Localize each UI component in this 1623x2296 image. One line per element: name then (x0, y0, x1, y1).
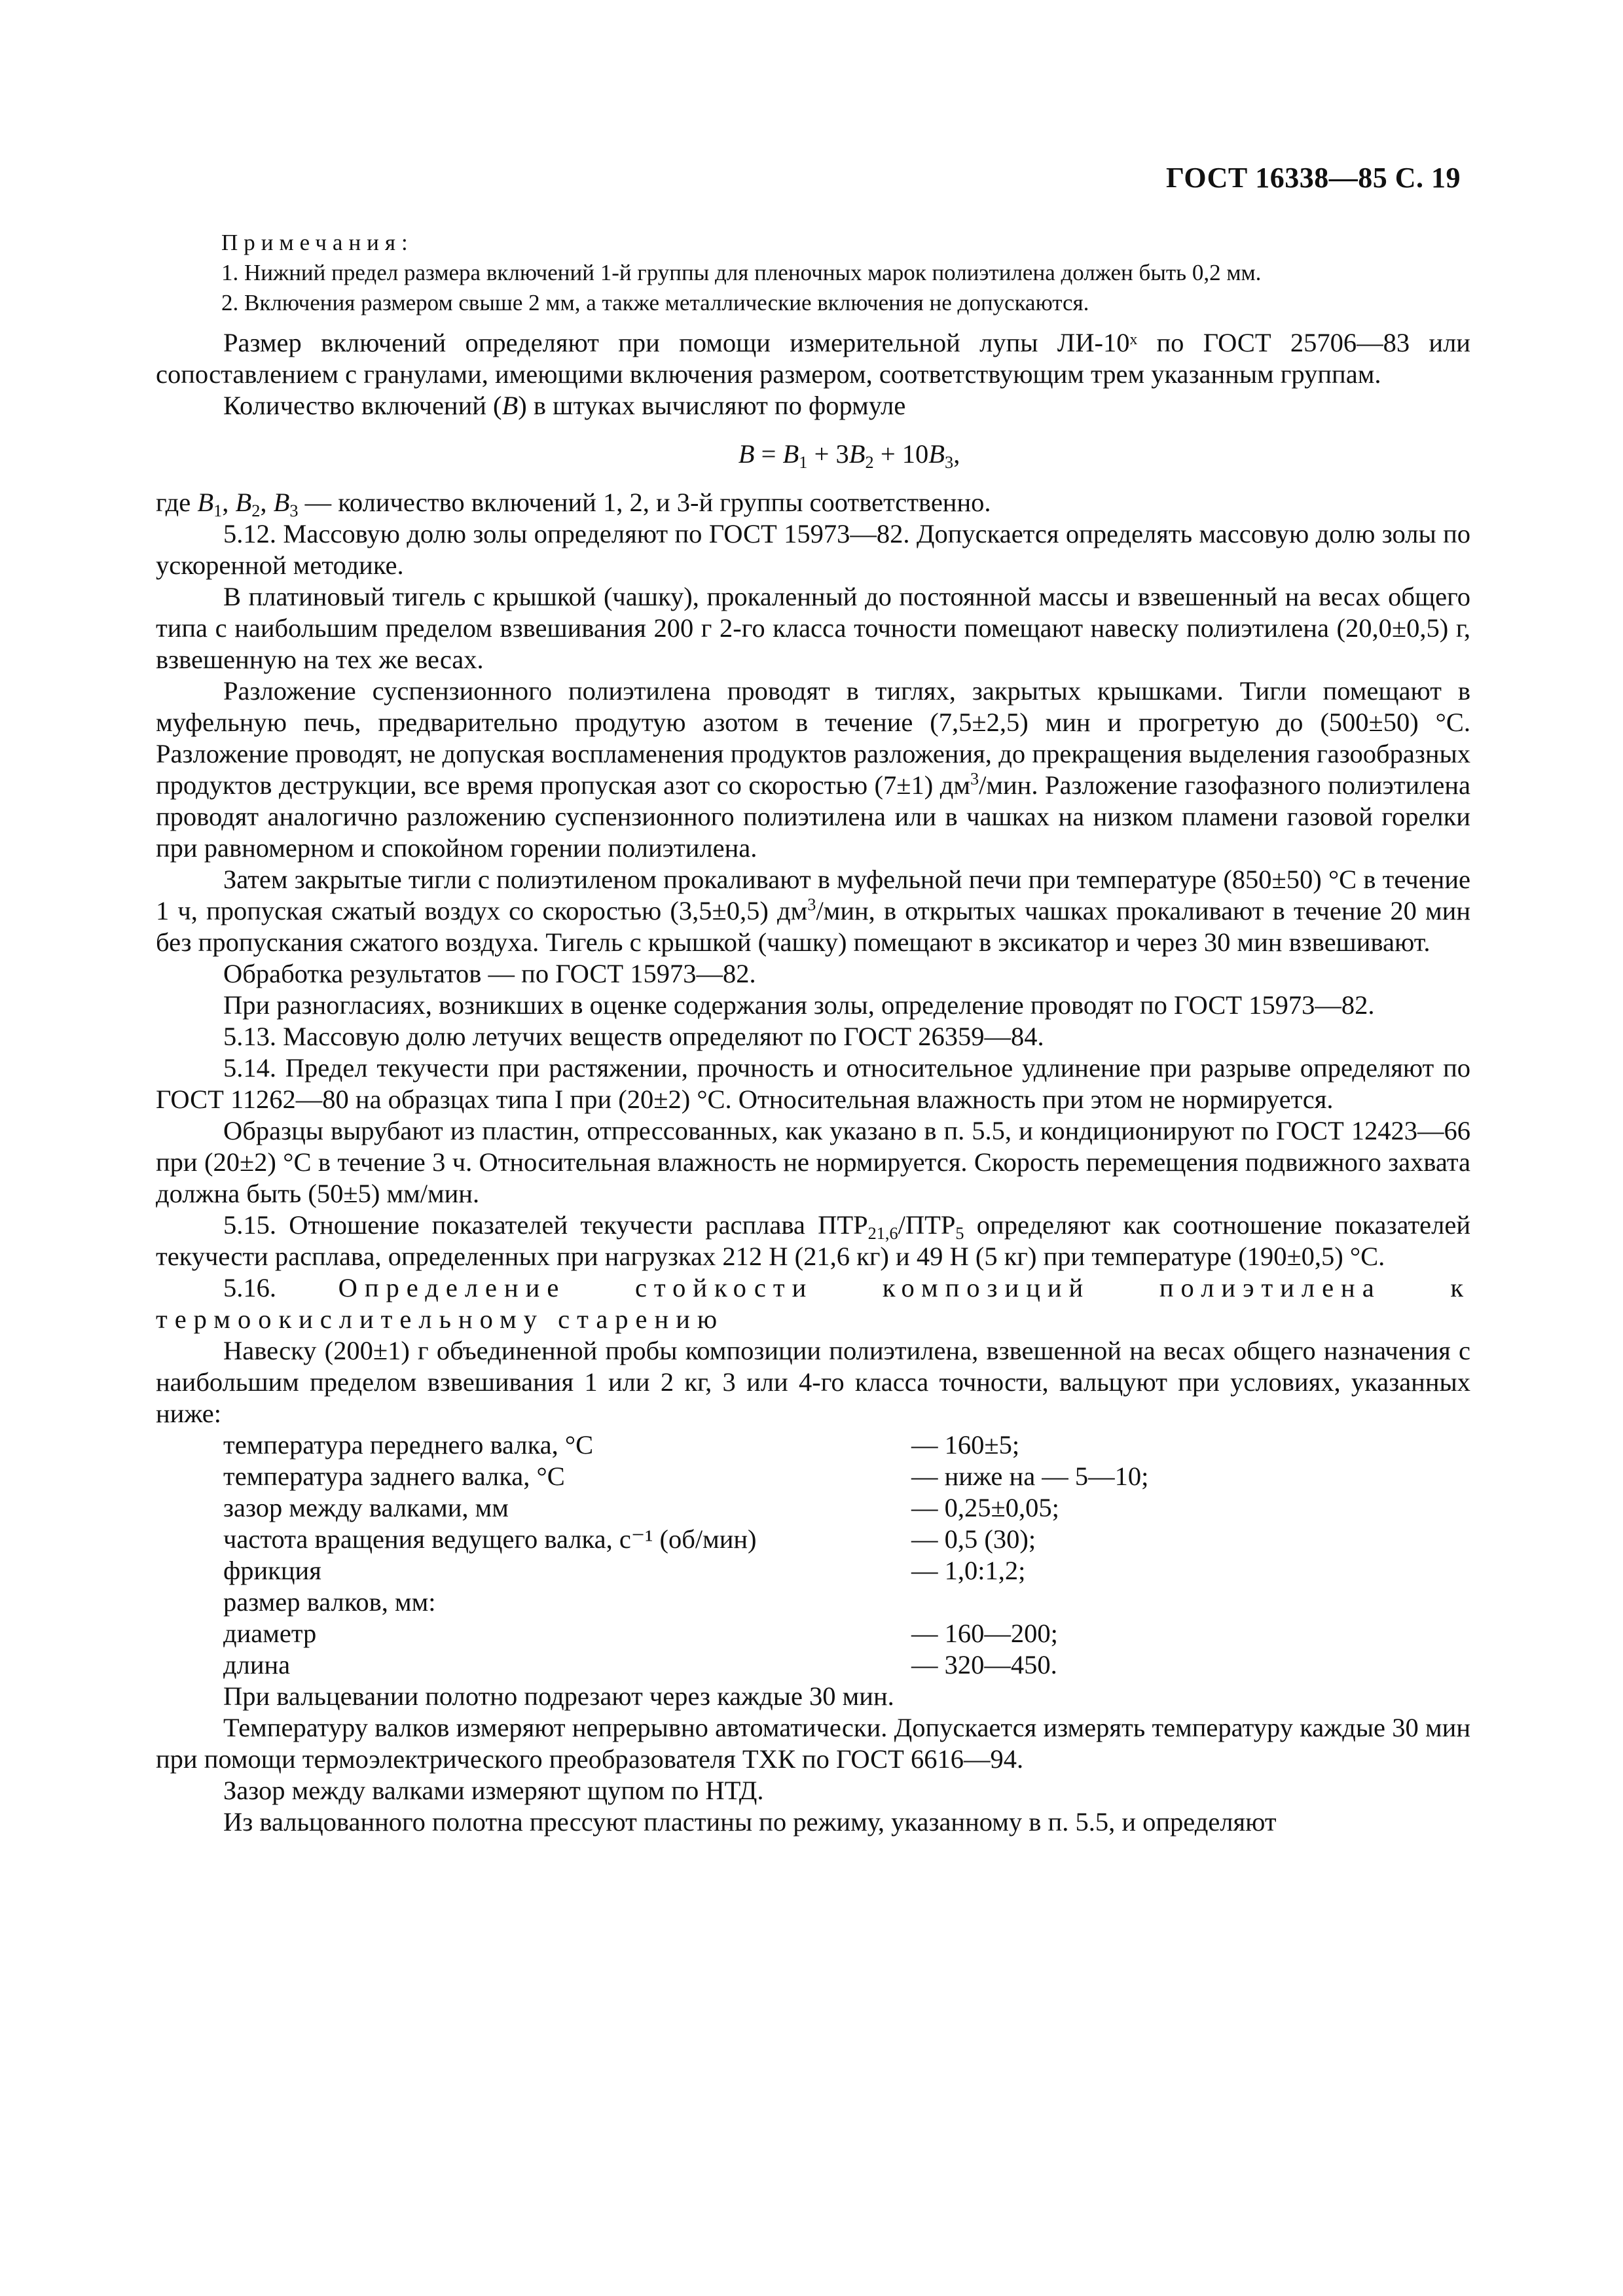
paragraph-processing: Обработка результатов — по ГОСТ 15973—82. (223, 959, 756, 988)
paragraph-disagreement: При разногласиях, возникших в оценке содержания золы, определение проводят по ГОСТ 15973—82. (223, 990, 1375, 1020)
paragraph-samples: Образцы вырубают из пластин, отпрессованных, как указано в п. 5.5, и кондиционируют по ГОСТ 12423—66 при (20±2) °С в течение 3 ч. Относительная влажность не нормируется. Скорость перемещения подвижного захвата должна быть (50±5) мм/мин. (156, 1116, 1470, 1208)
rolling-parameters (223, 1429, 1470, 1681)
section-5-14: 5.14. Предел текучести при растяжении, прочность и относительное удлинение при разрыве определяют по ГОСТ 11262—80 на образцах типа I при (20±2) °С. Относительная влажность при этом не нормируется. (156, 1053, 1470, 1114)
paragraph-last: Из вальцованного полотна прессуют пластины по режиму, указанному в п. 5.5, и определяют (223, 1807, 1277, 1837)
section-5-13: 5.13. Массовую долю летучих веществ определяют по ГОСТ 26359—84. (223, 1022, 1044, 1051)
parameter-row: фрикция — 1,0:1,2; (223, 1556, 1026, 1585)
parameter-row: длина — 320—450. (223, 1650, 1057, 1679)
parameter-row: диаметр — 160—200; (223, 1619, 1058, 1648)
parameter-row: размер валков, мм: (223, 1587, 436, 1617)
note-item: 1. Нижний предел размера включений 1-й группы для пленочных марок полиэтилена должен быть 0,2 мм. (221, 260, 1262, 285)
parameter-row: частота вращения ведущего валка, с⁻¹ (об/мин) — 0,5 (30); (223, 1524, 1036, 1554)
page-header: ГОСТ 16338—85 С. 19 (1165, 162, 1461, 194)
paragraph-temperature: Температуру валков измеряют непрерывно автоматически. Допускается измерять температуру каждые 30 мин при помощи термоэлектрического преобразователя ТХК по ГОСТ 6616—94. (156, 1713, 1470, 1774)
paragraph-sample-weight: Навеску (200±1) г объединенной пробы композиции полиэтилена, взвешенной на весах общего назначения с наибольшим пределом взвешивания 1 или 2 кг, 3 или 4-го класса точности, вальцуют при условиях, указанных ниже: (156, 1336, 1470, 1428)
paragraph-decomposition: Разложение суспензионного полиэтилена проводят в тиглях, закрытых крышками. Тигли помещают в муфельную печь, предварительно продутую азотом в течение (7,5±2,5) мин и прогретую до (500±50) °С. Разложение проводят, не допуская воспламенения продуктов разложения, до прекращения выделения газообразных продуктов деструкции, все время пропуская азот со скоростью (7±1) $дм^3$/мин. Разложение газофазного полиэтилена проводят аналогично разложению суспензионного полиэтилена или в чашках на низком пламени газовой горелки при равномерном и спокойном горении полиэтилена. (156, 676, 1471, 863)
paragraph-inclusion-count: Количество включений (B) в штуках вычисляют по формуле (223, 391, 906, 420)
paragraph-gap: Зазор между валками измеряют щупом по НТД. (223, 1776, 764, 1805)
parameter-row: температура переднего валка, °С — 160±5; (223, 1430, 1020, 1460)
paragraph-inclusion-size: Размер включений определяют при помощи измерительной лупы ЛИ-10ˣ по ГОСТ 25706—83 или сопоставлением с гранулами, имеющими включения размером, соответствующим трем указанным группам. (156, 328, 1470, 389)
parameter-row: зазор между валками, мм — 0,25±0,05; (223, 1493, 1059, 1522)
formula-explanation: где $B_1$, $B_2$, $B_3$ — количество включений 1, 2, и 3-й группы соответственно. (156, 488, 991, 520)
formula: $B = B_1 + 3B_2 + 10B_3$, (738, 439, 960, 472)
document-body (156, 228, 1470, 1838)
section-5-12: 5.12. Массовую долю золы определяют по ГОСТ 15973—82. Допускается определять массовую долю золы по ускоренной методике. (156, 519, 1470, 580)
section-5-16-heading: 5.16. Определение стойкости композиций полиэтилена к термоокислительному старению (156, 1273, 1470, 1334)
paragraph-calcination: Затем закрытые тигли с полиэтиленом прокаливают в муфельной печи при температуре (850±50) °С в течение 1 ч, пропуская сжатый воздух со скоростью (3,5±0,5) $дм^3$/мин, в открытых чашках прокаливают в течение 20 мин без пропускания сжатого воздуха. Тигель с крышкой (чашку) помещают в эксикатор и через 30 мин взвешивают. (156, 865, 1470, 957)
notes-block (221, 228, 1470, 318)
note-item: 2. Включения размером свыше 2 мм, а также металлические включения не допускаются. (221, 290, 1089, 315)
paragraph-trim: При вальцевании полотно подрезают через каждые 30 мин. (223, 1681, 894, 1711)
paragraph-crucible: В платиновый тигель с крышкой (чашку), прокаленный до постоянной массы и взвешенный на весах общего типа с наибольшим пределом взвешивания 200 г 2-го класса точности помещают навеску полиэтилена (20,0±0,5) г, взвешенную на тех же весах. (156, 582, 1470, 674)
notes-title: Примечания: (221, 230, 414, 255)
parameter-row: температура заднего валка, °С — ниже на — 5—10; (223, 1462, 1149, 1491)
section-5-15: 5.15. Отношение показателей текучести расплава $ПТР_{21,6}/ПТР_5$ определяют как соотношение показателей текучести расплава, определенных при нагрузках 212 Н (21,6 кг) и 49 Н (5 кг) при температуре (190±0,5) °С. (156, 1210, 1470, 1271)
